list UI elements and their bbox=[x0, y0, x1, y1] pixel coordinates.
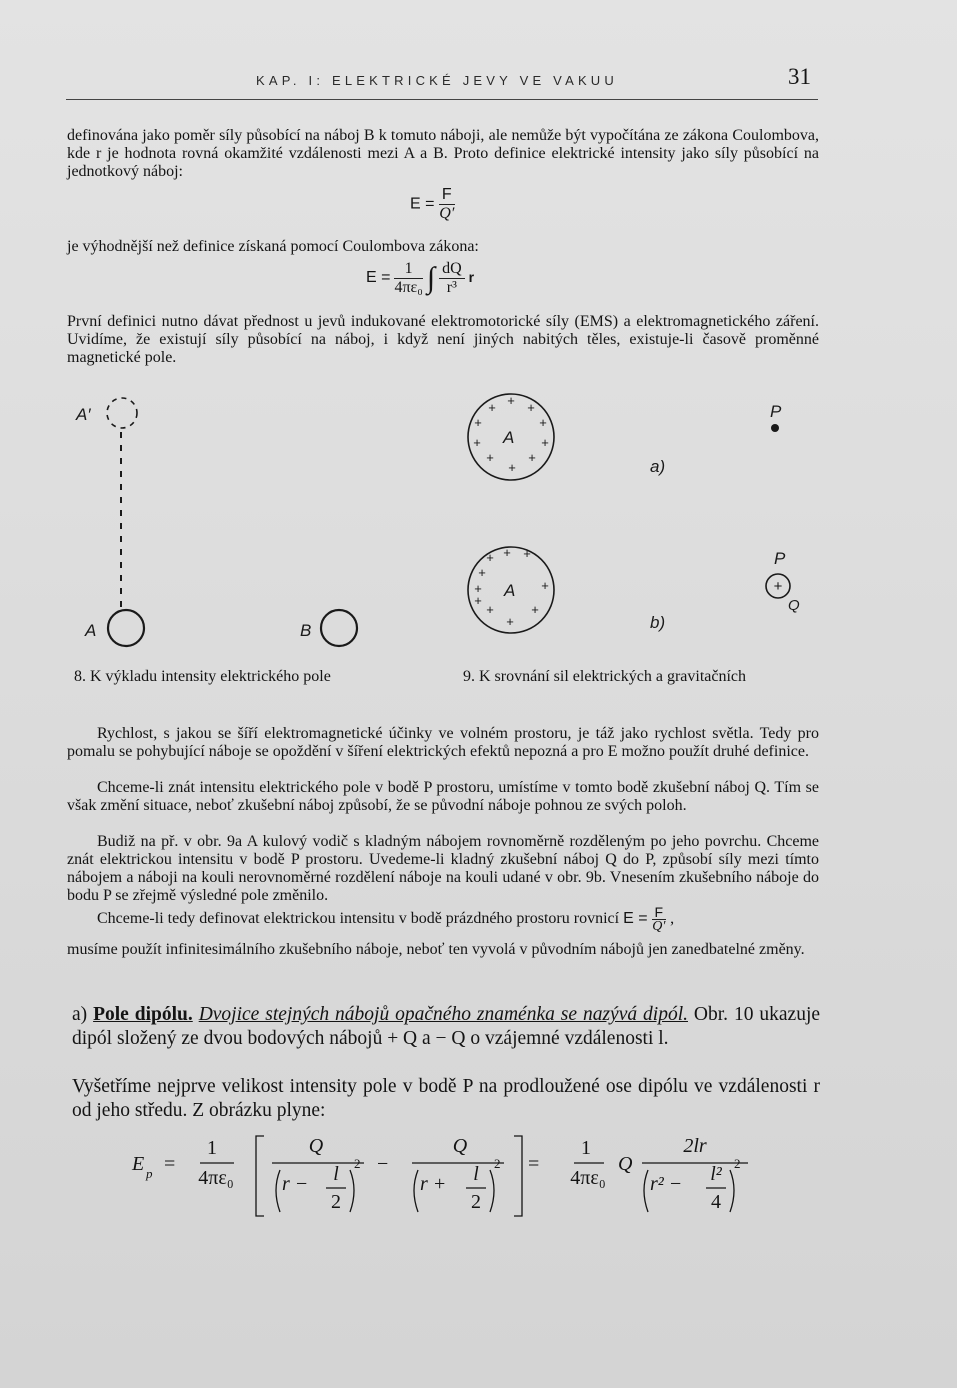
eq3-q1: Q bbox=[308, 1135, 324, 1157]
label-a: A bbox=[85, 621, 97, 640]
eq3-c2-num: 1 bbox=[581, 1137, 591, 1159]
plus-sign: + bbox=[523, 546, 531, 561]
plus-sign: + bbox=[488, 400, 496, 415]
point-p-dot bbox=[771, 424, 779, 432]
paragraph-sphere bbox=[67, 833, 819, 905]
charge-b-circle bbox=[321, 610, 357, 646]
plus-sign: + bbox=[541, 578, 549, 593]
eq3-lhs-sub: p bbox=[146, 1166, 153, 1181]
label-a-prime: A′ bbox=[76, 405, 91, 424]
section-marker: a) bbox=[72, 1004, 88, 1025]
paragraph-sphere-text: Budiž na př. v obr. 9a A kulový vodič s kladným nábojem rovnoměrně rozděleným po jeho povrchu. Chceme znát elektrickou intensitu v bodě P prostoru. Uvedeme-li kladný zkušební náboj Q do P, způsobí síly mezi tímto nábojem a náboji na kouli nerovnoměrné rozdělení náboje na kouli udané v obr. 9b. Vnesením zkušebního náboje do bodu P se zřejmě výsledné pole změnilo. bbox=[67, 833, 819, 904]
eq2-denominator: 4πε₀ bbox=[394, 279, 423, 296]
plus-sign: + bbox=[486, 450, 494, 465]
eq3-two2: 2 bbox=[471, 1191, 481, 1213]
plus-sign: + bbox=[474, 415, 482, 430]
plus-sign: + bbox=[531, 602, 539, 617]
eq2-constant bbox=[394, 260, 422, 297]
page-number: 31 bbox=[788, 64, 811, 89]
eq3-num: 2lr bbox=[683, 1135, 707, 1157]
label-sphere-a-top: A bbox=[503, 428, 515, 447]
plus-sign: + bbox=[474, 593, 482, 608]
eq2-integral-sign: ∫ bbox=[426, 261, 436, 295]
eq2-vector-r: r bbox=[468, 269, 475, 286]
eq3-q2: Q bbox=[452, 1135, 468, 1157]
plus-sign: + bbox=[503, 545, 511, 560]
eq2-integrand-numerator: dQ bbox=[439, 260, 465, 279]
charge-a-circle bbox=[108, 610, 144, 646]
eq3-equals-1: = bbox=[164, 1153, 176, 1175]
equation-coulomb bbox=[366, 260, 474, 297]
label-sphere-a-bottom: A bbox=[504, 581, 516, 600]
section-definition: Dvojice stejných nábojů opačného znaménka se nazývá dipól. bbox=[198, 1004, 688, 1025]
running-header bbox=[66, 64, 817, 98]
eq3-c2-den: 4πε₀ bbox=[570, 1167, 606, 1189]
eq3-sq3: 2 bbox=[734, 1156, 741, 1171]
label-p-top: P bbox=[770, 402, 782, 421]
paragraph-definition-infinitesimal bbox=[67, 905, 819, 934]
inline-eq-numerator: F bbox=[652, 905, 667, 920]
caption-figure-9: 9. K srovnání sil elektrických a gravitačních bbox=[463, 668, 747, 685]
paragraph-axis: Vyšetříme nejprve velikost intensity pole v bodě P na prodloužené ose dipólu ve vzdálenosti r od jeho středu. Z obrázku plyne: bbox=[72, 1076, 820, 1121]
sphere-a-polarized bbox=[468, 547, 554, 633]
section-dipole bbox=[72, 1003, 820, 1051]
paragraph-test-charge-text: Chceme-li znát intensitu elektrického pole v bodě P prostoru, umístíme v tomto bodě zkušební náboj Q. Tím se však změní situace, neboť zkušební náboj způsobí, že se původní náboje pohnou ze svých poloh. bbox=[67, 779, 819, 814]
section-title: Pole dipólu. bbox=[93, 1004, 193, 1025]
eq1-numerator: F bbox=[439, 186, 455, 205]
plus-sign: + bbox=[508, 460, 516, 475]
inline-eq-fraction bbox=[652, 905, 667, 934]
plus-sign: + bbox=[539, 415, 547, 430]
eq3-term1: r − bbox=[282, 1173, 309, 1195]
eq3-four: 4 bbox=[711, 1191, 721, 1213]
eq2-integrand bbox=[439, 260, 465, 297]
running-title: KAP. I: ELEKTRICKÉ JEVY VE VAKUU bbox=[256, 73, 618, 88]
eq3-l1: l bbox=[333, 1163, 339, 1185]
eq3-l2: l bbox=[473, 1163, 479, 1185]
eq3-sq2: 2 bbox=[494, 1156, 501, 1171]
test-charge-plus: + bbox=[773, 578, 783, 595]
label-q: Q bbox=[788, 597, 800, 614]
figure-8 bbox=[107, 398, 357, 646]
paragraph-definition: definována jako poměr síly působící na náboj B k tomuto náboji, ale nemůže být vypočítána ze zákona Coulombova, kde r je hodnota rovná okamžité vzdálenosti mezi A a B. Proto definice elektrické intensity jako síly působící na jednotkový náboj: bbox=[67, 127, 819, 180]
paragraph-infinitesimal: musíme použít infinitesimálního zkušebního náboje, neboť ten vyvolá v původním nábojů jen zanedbatelné změny. bbox=[67, 941, 805, 958]
label-subfig-b: b) bbox=[650, 613, 666, 632]
eq3-minus: − bbox=[377, 1153, 389, 1175]
label-b: B bbox=[300, 621, 312, 640]
eq3-l-sq: l² bbox=[710, 1163, 722, 1185]
plus-sign: + bbox=[506, 614, 514, 629]
eq3-sq1: 2 bbox=[354, 1156, 361, 1171]
eq1-denominator: Q′ bbox=[439, 205, 455, 222]
eq3-c1-den: 4πε₀ bbox=[198, 1167, 234, 1189]
section-text: Obr. 10 ukazuje dipól složený ze dvou bodových nábojů + Q a − Q o vzájemné vzdálenosti l. bbox=[72, 1004, 821, 1049]
eq3-term2: r + bbox=[420, 1173, 447, 1195]
paragraph-definition-text: Chceme-li tedy definovat elektrickou intensitu v bodě prázdného prostoru rovnicí bbox=[97, 910, 620, 928]
plus-sign: + bbox=[528, 450, 536, 465]
inline-eq-denominator: Q′ bbox=[652, 919, 666, 934]
inline-eq-comma: , bbox=[670, 910, 675, 928]
plus-sign: + bbox=[486, 550, 494, 565]
eq2-lhs: E = bbox=[366, 269, 391, 287]
plus-sign: + bbox=[478, 565, 486, 580]
test-charge-circle bbox=[766, 574, 790, 598]
label-subfig-a: a) bbox=[650, 457, 666, 476]
caption-figure-8: 8. K výkladu intensity elektrického pole bbox=[74, 668, 331, 685]
plus-sign: + bbox=[541, 435, 549, 450]
equation-field-definition bbox=[410, 186, 455, 223]
paragraph-test-charge bbox=[67, 779, 819, 815]
paragraph-speed bbox=[67, 725, 819, 761]
eq2-numerator: 1 bbox=[394, 260, 422, 279]
eq3-lhs: E bbox=[132, 1153, 145, 1175]
plus-sign: + bbox=[527, 400, 535, 415]
equation-dipole bbox=[130, 1128, 790, 1224]
figure-9 bbox=[468, 394, 790, 633]
eq3-two1: 2 bbox=[331, 1191, 341, 1213]
eq3-equals-2: = bbox=[528, 1153, 540, 1175]
plus-sign: + bbox=[474, 581, 482, 596]
plus-sign: + bbox=[473, 435, 481, 450]
eq1-lhs: E = bbox=[410, 195, 435, 213]
paragraph-first-definition: První definici nutno dávat přednost u jevů indukované elektromotorické síly (EMS) a elektromagnetického záření. Uvidíme, že existují síly působící na náboj, i když není jiných nabitých těles, existuje-li časově proměnné magnetické pole. bbox=[67, 313, 819, 366]
header-rule bbox=[66, 99, 818, 100]
sphere-a-uniform bbox=[468, 394, 554, 480]
paragraph-speed-text: Rychlost, s jakou se šíří elektromagnetické účinky ve volném prostoru, je táž jako rychlost světla. Tedy pro pomalu se pohybující náboje se opoždění v šíření elektrických efektů nepozná a pro E možno použít druhé definice. bbox=[67, 725, 819, 760]
eq2-integrand-denominator: r³ bbox=[446, 279, 457, 296]
plus-sign: + bbox=[507, 393, 515, 408]
eq3-q3: Q bbox=[618, 1153, 633, 1175]
plus-sign: + bbox=[486, 602, 494, 617]
label-p-bottom: P bbox=[774, 549, 786, 568]
eq1-fraction bbox=[439, 186, 455, 223]
inline-eq-lhs: E = bbox=[623, 910, 648, 928]
eq3-c1-num: 1 bbox=[207, 1137, 217, 1159]
charge-a-prime-dashed bbox=[107, 398, 137, 428]
paragraph-coulomb: je výhodnější než definice získaná pomocí Coulombova zákona: bbox=[67, 238, 479, 255]
eq3-den: r² − bbox=[650, 1173, 683, 1195]
